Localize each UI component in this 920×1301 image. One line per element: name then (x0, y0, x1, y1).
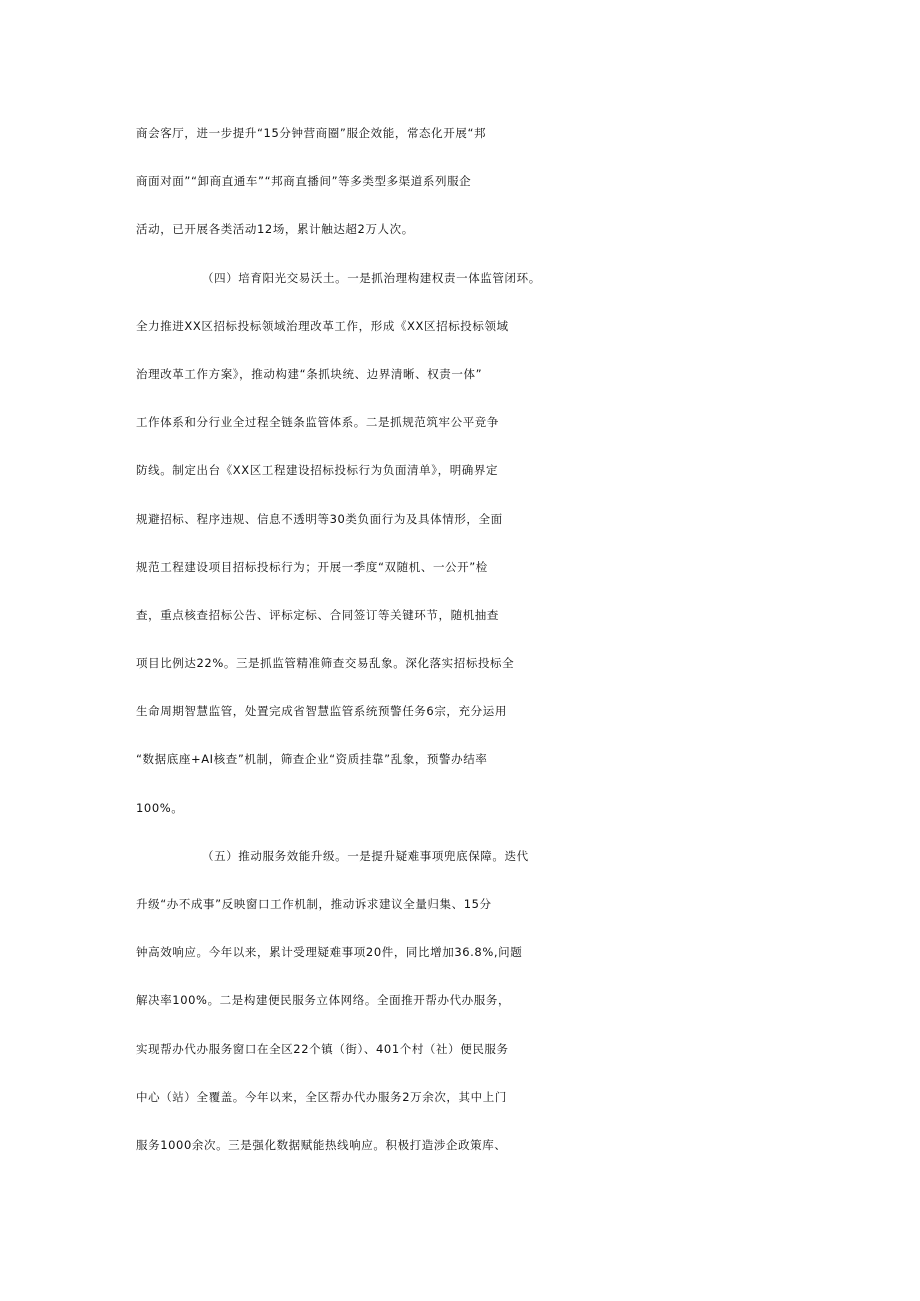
text-line: 查，重点核查招标公告、评标定标、合同签订等关键环节，随机抽查 (136, 607, 499, 622)
text-line: 工作体系和分行业全过程全链条监管体系。二是抓规范筑牢公平竞争 (136, 415, 499, 430)
text-line: 商会客厅，进一步提升“15分钟营商圈”服企效能，常态化开展“邦 (136, 126, 487, 140)
text-line: 升级“办不成事”反映窗口工作机制，推动诉求建议全量归集、15分 (136, 897, 492, 911)
text-line: 商面对面”“卸商直通车”“邦商直播间”等多类型多渠道系列服企 (136, 174, 472, 189)
text-line: 全力推进XX区招标投标领域治理改革工作，形成《XX区招标投标领域 (136, 318, 509, 333)
text-line: 100%。 (136, 800, 184, 815)
text-line: 规避招标、程序违规、信息不透明等30类负面行为及具体情形，全面 (136, 511, 503, 526)
text-line: 治理改革工作方案》，推动构建“条抓块统、边界清晰、权责一体” (136, 366, 483, 381)
text-line: 生命周期智慧监管，处置完成省智慧监管系统预警任务6宗，充分运用 (136, 704, 507, 719)
text-line: 项目比例达22%。三是抓监管精准筛查交易乱象。深化落实招标投标全 (136, 656, 515, 671)
text-line: 服务1000余次。三是强化数据赋能热线响应。积极打造涉企政策库、 (136, 1137, 507, 1152)
text-line: “数据底座+AI核查”机制，筛查企业“资质挂靠”乱象，预警办结率 (136, 752, 488, 767)
text-line: 中心（站）全覆盖。今年以来，全区帮办代办服务2万余次，其中上门 (136, 1089, 507, 1104)
text-line: 规范工程建设项目招标投标行为；开展一季度“双随机、一公开”检 (136, 559, 488, 574)
body-text (136, 109, 796, 1169)
text-line: 防线。制定出台《XX区工程建设招标投标行为负面清单》，明确界定 (136, 463, 499, 478)
text-line: 解决率100%。二是构建便民服务立体网络。全面推开帮办代办服务， (136, 993, 511, 1008)
text-line: 实现帮办代办服务窗口在全区22个镇（街）、401个村（社）便民服务 (136, 1041, 509, 1056)
section-five-heading-line: （五）推动服务效能升级。一是提升疑难事项兜底保障。迭代 (202, 848, 529, 863)
text-line: 钟高效响应。今年以来，累计受理疑难事项20件，同比增加36.8%,问题 (136, 945, 523, 960)
text-line: 活动，已开展各类活动12场，累计触达超2万人次。 (136, 222, 414, 237)
section-four-heading-line: （四）培育阳光交易沃土。一是抓治理构建权责一体监管闭环。 (202, 270, 541, 285)
